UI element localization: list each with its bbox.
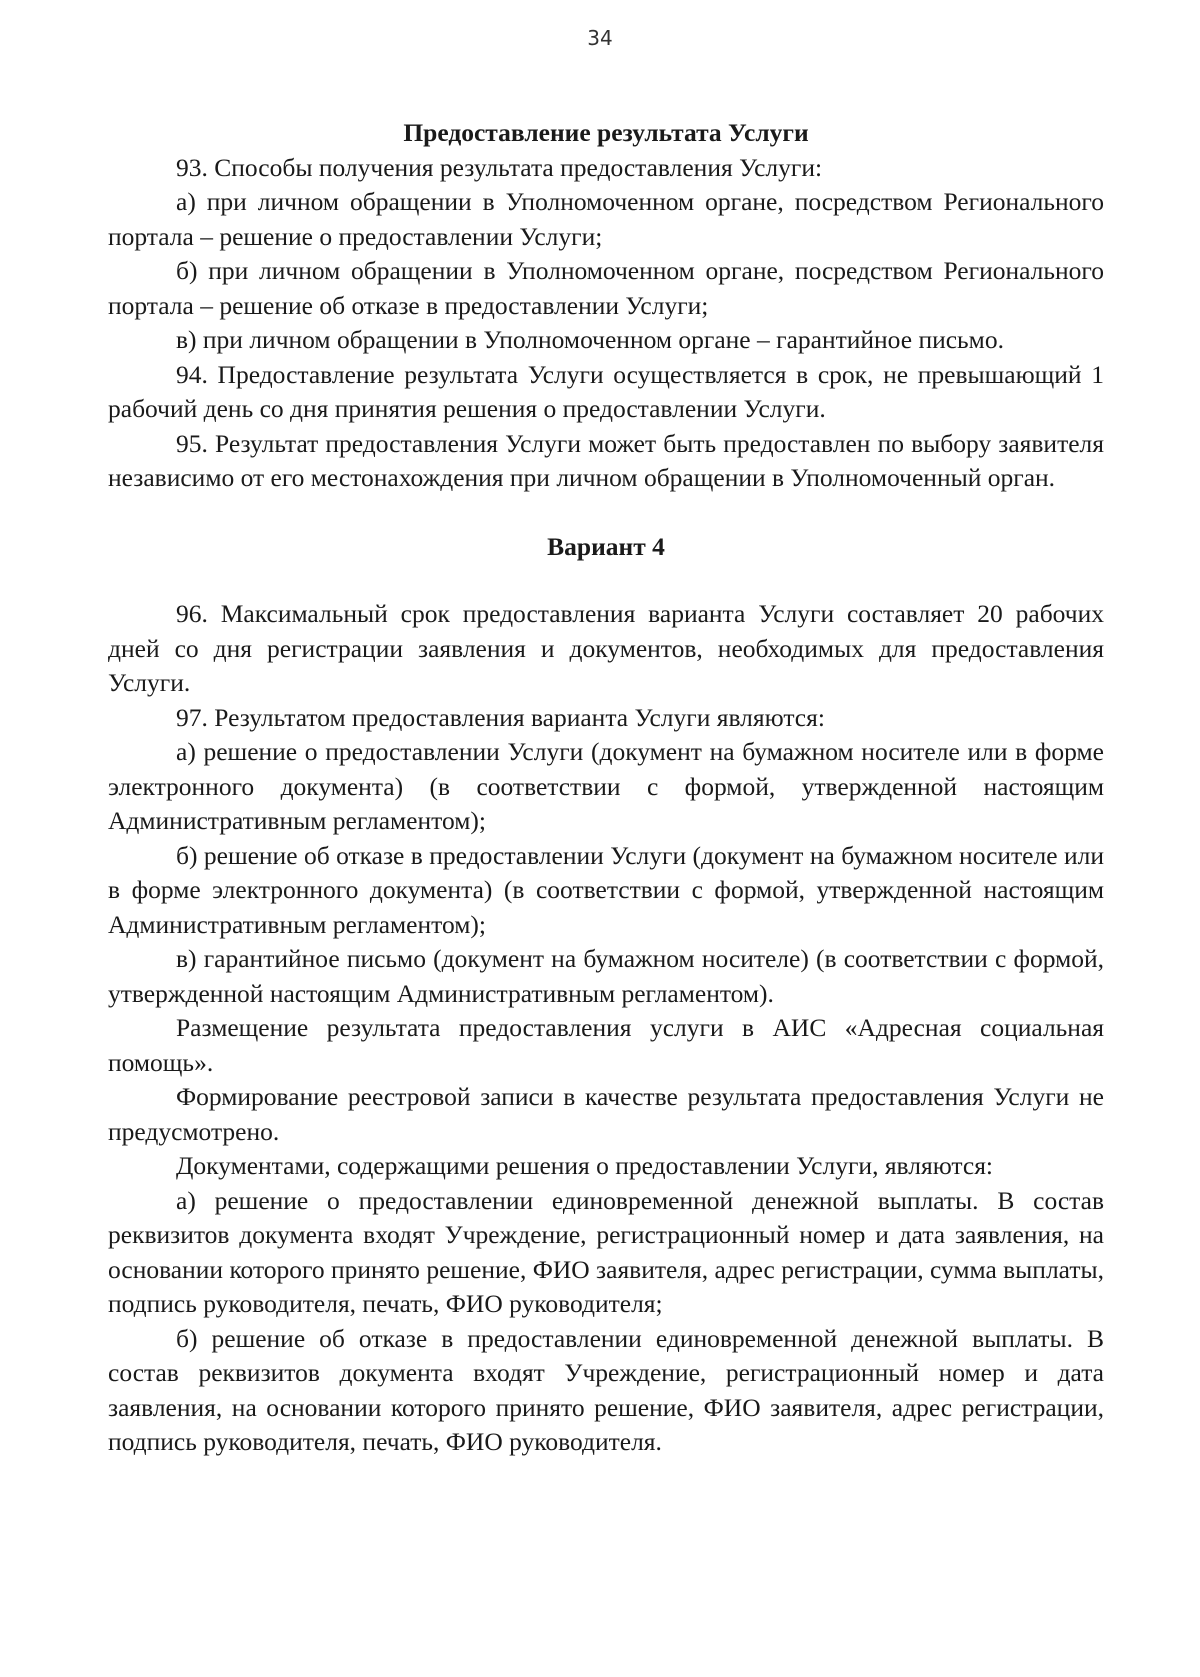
paragraph-decision-grant: а) решение о предоставлении единовременной денежной выплаты. В состав реквизитов документа входят Учреждение, регистрационный номер и дата заявления, на основании которого принято решение, ФИО заявителя, адрес регистрации, сумма выплаты, подпись руководителя, печать, ФИО руководителя; <box>108 1185 1104 1318</box>
paragraph-93: 93. Способы получения результата предоставления Услуги: <box>176 152 823 182</box>
paragraph-registry-record: Формирование реестровой записи в качестве результата предоставления Услуги не предусмотрено. <box>108 1082 1104 1146</box>
paragraph-93-v: в) при личном обращении в Уполномоченном органе – гарантийное письмо. <box>176 325 1004 354</box>
paragraph-93-a: а) при личном обращении в Уполномоченном органе, посредством Регионального портала – решение о предоставлении Услуги; <box>108 187 1104 251</box>
section-title-variant-4: Вариант 4 <box>547 531 665 561</box>
paragraph-93-b: б) при личном обращении в Уполномоченном органе, посредством Регионального портала – решение об отказе в предоставлении Услуги; <box>108 256 1104 320</box>
paragraph-decision-refusal: б) решение об отказе в предоставлении единовременной денежной выплаты. В состав реквизитов документа входят Учреждение, регистрационный номер и дата заявления, на основании которого принято решение, ФИО заявителя, адрес регистрации, подпись руководителя, печать, ФИО руководителя. <box>108 1323 1104 1456</box>
paragraph-94: 94. Предоставление результата Услуги осуществляется в срок, не превышающий 1 рабочий день со дня принятия решения о предоставлении Услуги. <box>108 359 1104 423</box>
paragraph-ais-placement: Размещение результата предоставления услуги в АИС «Адресная социальная помощь». <box>108 1013 1104 1077</box>
paragraph-97-b: б) решение об отказе в предоставлении Услуги (документ на бумажном носителе или в форме электронного документа) (в соответствии с формой, утвержденной настоящим Административным регламентом); <box>108 840 1104 939</box>
section-title-result: Предоставление результата Услуги <box>403 118 809 147</box>
page-number: 34 <box>587 26 613 50</box>
document-body <box>108 116 1104 1460</box>
paragraph-96: 96. Максимальный срок предоставления варианта Услуги составляет 20 рабочих дней со дня регистрации заявления и документов, необходимых для предоставления Услуги. <box>108 599 1104 697</box>
paragraph-97-a: а) решение о предоставлении Услуги (документ на бумажном носителе или в форме электронного документа) (в соответствии с формой, утвержденной настоящим Административным регламентом); <box>108 737 1104 835</box>
paragraph-decision-documents: Документами, содержащими решения о предоставлении Услуги, являются: <box>176 1151 994 1180</box>
paragraph-97-v: в) гарантийное письмо (документ на бумажном носителе) (в соответствии с формой, утвержденной настоящим Административным регламентом). <box>108 944 1104 1008</box>
paragraph-95: 95. Результат предоставления Услуги может быть предоставлен по выбору заявителя независимо от его местонахождения при личном обращении в Уполномоченный орган. <box>108 428 1104 492</box>
paragraph-97: 97. Результатом предоставления варианта Услуги являются: <box>176 702 825 732</box>
